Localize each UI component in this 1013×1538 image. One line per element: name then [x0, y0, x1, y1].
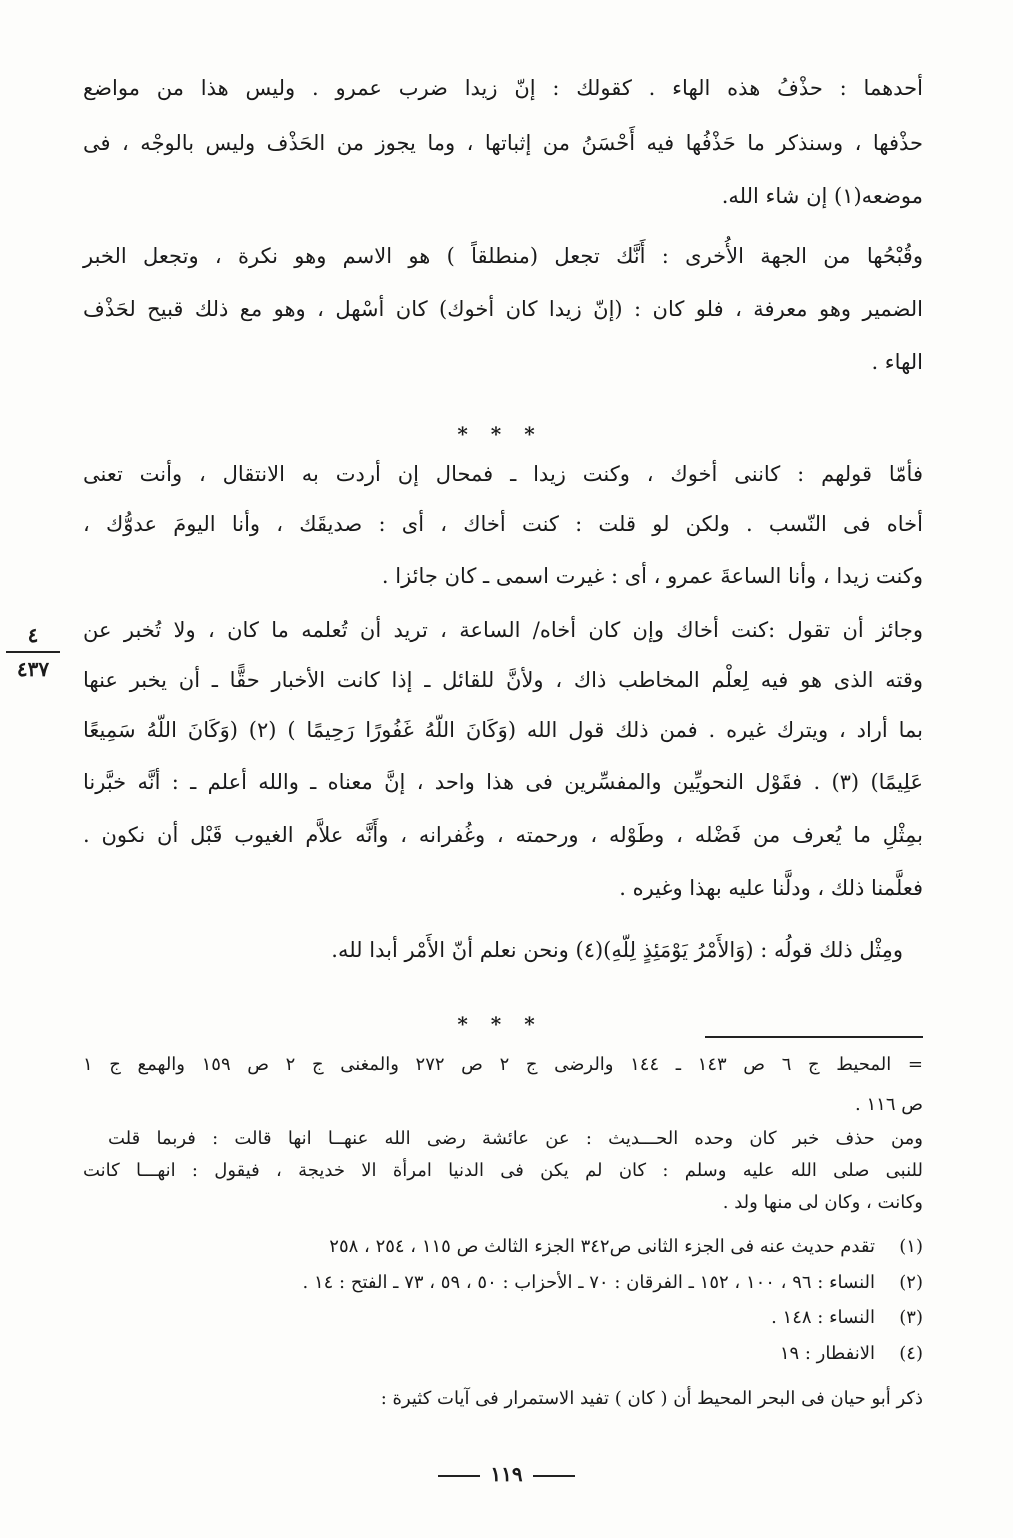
body-line: حذْفها ، وسنذكر ما حَذْفُها فيه أَحْسَنُ من إثباتها ، وما يجوز من الحَذْف وليس بالوجْه ، فى: [83, 131, 923, 155]
body-line: موضعه(١) إن شاء الله.: [721, 184, 923, 208]
margin-page-reference: [2, 622, 64, 682]
footnote-line: للنبى صلى الله عليه وسلم : كان لم يكن فى الدنيا امرأة الا خديجة ، فيقول : انهـــا كانت: [83, 1160, 923, 1181]
body-line: الضمير وهو معرفة ، فلو كان : (إنّ زيدا كان أخوك) كان أسْهل ، وهو مع ذلك قبيح لحَذْف: [83, 297, 923, 321]
body-line: وقته الذى هو فيه لِعلْم المخاطب ذاك ، ولأنَّ للقائل ـ إذا كانت الأخبار حقًّا ـ أن يخبر عنها: [83, 668, 923, 692]
footnote-line: وكانت ، وكان لى منها ولد .: [722, 1192, 923, 1213]
note-number: (٤): [899, 1343, 923, 1364]
margin-ref-page: ٤٣٧: [16, 657, 50, 681]
body-line: وقُبْحُها من الجهة الأُخرى : أَنَّك تجعل (منطلقاً ) هو الاسم وهو نكرة ، وتجعل الخبر: [83, 244, 923, 268]
note-entry: [83, 1307, 923, 1329]
page-number-dash: [533, 1475, 575, 1477]
body-line: فأمّا قولهم : كاننى أخوك ، وكنت زيدا ـ فمحال إن أردت به الانتقال ، وأنت تعنى: [83, 462, 923, 486]
section-separator: * * *: [457, 422, 543, 446]
note-text: تقدم حديث عنه فى الجزء الثانى ص٣٤٢ الجزء الثالث ص ١١٥ ، ٢٥٤ ، ٢٥٨: [329, 1236, 875, 1257]
body-line: عَلِيمًا) (٣) . فقَوْل النحويِّين والمفسِّرين فى هذا واحد ، إنَّ معناه ـ والله أعلم ـ : أنَّه خبَّرنا: [83, 770, 923, 794]
body-line: أخاه فى النّسب . ولكن لو قلت : كنت أخاك ، أى : صديقَك ، وأنا اليومَ عدوُّك ،: [83, 512, 923, 536]
margin-ref-volume: ٤: [27, 623, 39, 647]
note-text: النساء : ٩٦ ، ١٠٠ ، ١٥٢ ـ الفرقان : ٧٠ ـ الأحزاب : ٥٠ ، ٥٩ ، ٧٣ ـ الفتح : ١٤ .: [302, 1272, 875, 1293]
footnote-line: ذكر أبو حيان فى البحر المحيط أن ( كان ) تفيد الاستمرار فى آيات كثيرة :: [380, 1388, 923, 1409]
margin-ref-divider: [6, 651, 60, 653]
page-number-block: [0, 1462, 1013, 1486]
footnote-rule: [705, 1036, 923, 1038]
footnote-line: ومن حذف خبر كان وحده الحـــديث : عن عائشة رضى الله عنهــا انها قالت : فربما قلت: [108, 1128, 923, 1149]
note-text: النساء : ١٤٨ .: [771, 1307, 875, 1328]
body-line: بمِثْلِ ما يُعرف من فَضْله ، وطَوْله ، ورحمته ، وغُفرانه ، وأَنَّه علاَّم الغيوب قَبْل أن نكون .: [83, 823, 923, 847]
note-text: الانفطار : ١٩: [779, 1343, 875, 1364]
note-entry: [83, 1272, 923, 1294]
note-number: (٣): [899, 1307, 923, 1328]
page-number-dash: [438, 1475, 480, 1477]
note-number: (٢): [899, 1272, 923, 1293]
body-line: ومِثْل ذلك قولُه : (وَالأَمْرُ يَوْمَئِذٍ لِلّهِ)(٤) ونحن نعلم أنّ الأَمْر أبدا لله.: [331, 938, 903, 962]
body-line: وجائز أن تقول :كنت أخاك وإن كان أخاه/ الساعة ، تريد أن تُعلمه ما كان ، ولا تُخبر عن: [83, 618, 923, 642]
body-line: بما أراد ، ويترك غيره . فمن ذلك قول الله (وَكَانَ اللّهُ غَفُورًا رَحِيمًا ) (٢) (وَكَانَ اللّهُ سَمِيعًا: [83, 718, 923, 742]
section-separator: * * *: [457, 1012, 543, 1036]
body-line: أحدهما : حذْفُ هذه الهاء . كقولك : إنّ زيدا ضرب عمرو . وليس هذا من مواضع: [83, 76, 923, 100]
note-entry: [83, 1343, 923, 1365]
footnote-line: = المحيط ج ٦ ص ١٤٣ ـ ١٤٤ والرضى ج ٢ ص ٢٧٢ والمغنى ج ٢ ص ١٥٩ والهمع ج ١: [83, 1054, 923, 1075]
body-line: فعلَّمنا ذلك ، ودلَّنا عليه بهذا وغيره .: [619, 876, 923, 900]
note-entry: [83, 1236, 923, 1258]
note-number: (١): [899, 1236, 923, 1257]
page-number: ١١٩: [490, 1462, 523, 1486]
body-line: وكنت زيدا ، وأنا الساعةَ عمرو ، أى : غيرت اسمى ـ كان جائزا .: [381, 564, 923, 588]
body-line: الهاء .: [871, 350, 923, 374]
footnote-line: ص ١١٦ .: [855, 1094, 923, 1115]
